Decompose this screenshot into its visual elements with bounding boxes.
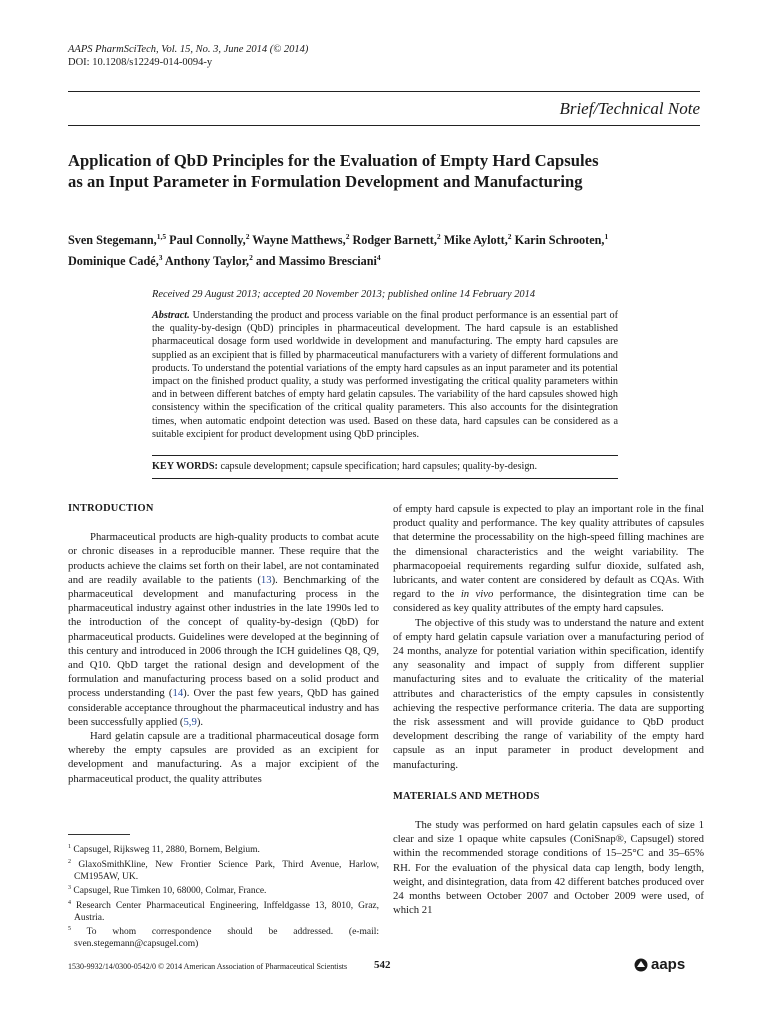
- abstract-label: Abstract.: [152, 310, 190, 321]
- footnote-mark: 5: [68, 926, 71, 933]
- author-name: Rodger Barnett,: [349, 233, 437, 248]
- abstract-text: Understanding the product and process variable on the final product performance is an essential part of the quality-by-design (QbD) principles in pharmaceutical development. The hard capsule is an established pharmaceutical dosage form used worldwide in development and manufacturing. The empty hard capsules are supplied as an excipient that is filled by pharmaceutical manufacturers with a variety of different formulations and products. To understand the potential variations of the empty hard capsules as an input parameter and its potential impact on the finished product quality, a study was performed investigating the critical quality parameters within and in between different batches of empty hard gelatin capsules. The variability of the hard capsules showed high consistency within the specification of the critical quality parameters. This also accounts for the disintegration times, when automatic endpoint detection was used. Based on these data, hard capsules can be considered as a suitable excipient for product development using QbD principles.: [152, 310, 619, 440]
- author-name: Dominique Cadé,: [68, 254, 159, 269]
- author-line: [68, 228, 708, 249]
- italic-term: in vivo: [460, 588, 494, 601]
- footnote: [68, 842, 379, 857]
- text-run: Pharmaceutical products are high-quality products to combat acute or chronic diseases in a reproducible manner. These require that the products achieve the claims set forth on their label, are not contaminated and are readily available to the patients (: [68, 531, 379, 586]
- title-line: Application of QbD Principles for the Evaluation of Empty Hard Capsules: [68, 151, 599, 170]
- received-dates: Received 29 August 2013; accepted 20 November 2013; published online 14 February 2014: [152, 289, 536, 300]
- section-heading-materials-methods: MATERIALS AND METHODS: [393, 790, 540, 802]
- right-column: [393, 502, 704, 917]
- author-name: and Massimo Bresciani: [252, 254, 377, 269]
- text-run: performance, the disintegration time can be considered as key quality attributes of the empty hard capsules.: [393, 588, 704, 615]
- intro-paragraph: Hard gelatin capsule are a traditional pharmaceutical dosage form whereby the empty capsules are provided as an excipient for development and manufacturing. As a major excipient of the pharmaceutical product, the quality attributes: [68, 730, 379, 785]
- section-rule: [68, 125, 700, 126]
- affiliation-mark: 2: [507, 232, 512, 241]
- footnote-text: GlaxoSmithKline, New Frontier Science Park, Third Avenue, Harlow, CM195AW, UK.: [71, 859, 379, 882]
- affiliation-mark: 4: [376, 253, 381, 263]
- article-type: Brief/Technical Note: [559, 99, 700, 118]
- keywords-rule: [152, 478, 618, 479]
- body-paragraph: The objective of this study was to understand the nature and extent of empty hard gelatin capsule variation over a manufacturing period of 24 months, analyze for potential variation within specification, identify any seasonality and impact of supply from different supplier manufacturing sites and to evaluate the criticality of the material attributes and characteristics of the empty capsules in consistently achieving the respective performance criteria. The data are supporting the risk assessment and will provide guidance to QbD product development describing the range of variability of the empty hard capsule as an input parameter in product development and manufacturing.: [393, 616, 704, 771]
- author-list: [68, 228, 708, 270]
- affiliation-mark: 3: [158, 253, 163, 263]
- text-run: ). Benchmarking of the pharmaceutical development and manufacturing process in the pharmaceutical industry against other industries in the late 1990s led to the introduction of the concept of quality-by-design (QbD) for pharmaceutical products. Guidelines were developed at the beginning of this century and introduced in 2006 through the ICH guidelines Q8, Q9, and Q10. QbD target the rational design and development of the formulation and manufacturing process based on a solid product and process understanding (: [68, 573, 379, 700]
- intro-paragraph: [68, 530, 379, 729]
- text-run: ). Over the past few years, QbD has gained considerable acceptance throughout the pharmaceutical industry and has been successfully applied (: [68, 687, 379, 728]
- abstract-rule: [152, 455, 618, 456]
- footnote-mark: 4: [68, 899, 71, 906]
- footnotes: [68, 842, 379, 951]
- body-paragraph: [393, 502, 704, 616]
- affiliation-mark: 2: [345, 232, 350, 241]
- footnote-rule: [68, 834, 130, 835]
- footnote: [68, 924, 379, 950]
- footnote-mark: 2: [68, 858, 71, 865]
- affiliation-mark: 2: [245, 232, 250, 241]
- footnote-text: Capsugel, Rue Timken 10, 68000, Colmar, France.: [71, 886, 267, 897]
- section-heading-introduction: INTRODUCTION: [68, 503, 154, 514]
- affiliation-mark: 2: [249, 253, 253, 263]
- running-header: [68, 43, 308, 69]
- page-number: 542: [374, 959, 391, 971]
- logo-wordmark: aaps: [651, 956, 686, 973]
- author-name: Anthony Taylor,: [162, 254, 250, 269]
- footnote-text: Research Center Pharmaceutical Engineering, Inffeldgasse 13, 8010, Graz, Austria.: [71, 901, 379, 923]
- footnote-text: To whom correspondence should be addressed. (e-mail: sven.stegemann@capsugel.com): [71, 927, 379, 949]
- affiliation-mark: 1,5: [156, 232, 167, 241]
- article-title: [68, 150, 708, 192]
- author-name: Karin Schrooten,: [511, 233, 605, 248]
- body-paragraph: The study was performed on hard gelatin capsules each of size 1 clear and size 1 opaque white capsules (ConiSnap®, Capsugel) stored within the recommended storage conditions of 15–25°C and 35–65% RH. For the evaluation of the physical data cap length, body length, weight, and disintegration, data from 42 different batches produced over 24 months between October 2007 and October 2009 were used, of which 21: [393, 819, 704, 917]
- affiliation-mark: 2: [436, 232, 441, 241]
- footnote-mark: 1: [68, 844, 71, 850]
- text-run: of empty hard capsule is expected to play an important role in the final product quality and performance. The key quality attributes of capsules that determine the processability on the high-speed filling machines are the dimensional characteristics and the weight variability. The pharmacopoeial requirements regarding sulfur dioxide, sulfated ash, lubricants, and water content are considered by default as CQAs. With regard to the: [393, 503, 704, 601]
- author-name: Paul Connolly,: [166, 233, 246, 248]
- citation-link[interactable]: 13: [260, 573, 272, 586]
- citation-link[interactable]: 5,9: [183, 715, 197, 728]
- publisher-logo: [634, 956, 685, 973]
- affiliation-mark: 1: [604, 232, 609, 241]
- author-name: Sven Stegemann,: [68, 233, 157, 248]
- keywords-label: KEY WORDS:: [152, 461, 218, 472]
- aaps-mark-icon: [634, 958, 648, 972]
- left-column: [68, 502, 379, 786]
- title-line: as an Input Parameter in Formulation Development and Manufacturing: [68, 172, 583, 191]
- doi[interactable]: DOI: 10.1208/s12249-014-0094-y: [68, 57, 213, 68]
- keywords: [152, 460, 618, 473]
- abstract: [152, 309, 618, 441]
- footnote-mark: 3: [68, 885, 71, 892]
- footnote-text: Capsugel, Rijksweg 11, 2880, Bornem, Belgium.: [71, 845, 260, 856]
- footnote: [68, 857, 379, 883]
- copyright-line: 1530-9932/14/0300-0542/0 © 2014 American Association of Pharmaceutical Scientists: [68, 962, 348, 971]
- text-run: ).: [196, 715, 204, 728]
- author-name: Mike Aylott,: [440, 233, 508, 248]
- keywords-text: capsule development; capsule specification; hard capsules; quality-by-design.: [217, 461, 538, 472]
- citation-link[interactable]: 14: [172, 687, 184, 700]
- author-name: Wayne Matthews,: [249, 233, 346, 248]
- footnote: [68, 883, 379, 898]
- journal-citation: AAPS PharmSciTech, Vol. 15, No. 3, June 2014 (© 2014): [68, 44, 309, 55]
- author-line: [68, 249, 708, 270]
- footnote: [68, 898, 379, 924]
- top-rule: [68, 91, 700, 92]
